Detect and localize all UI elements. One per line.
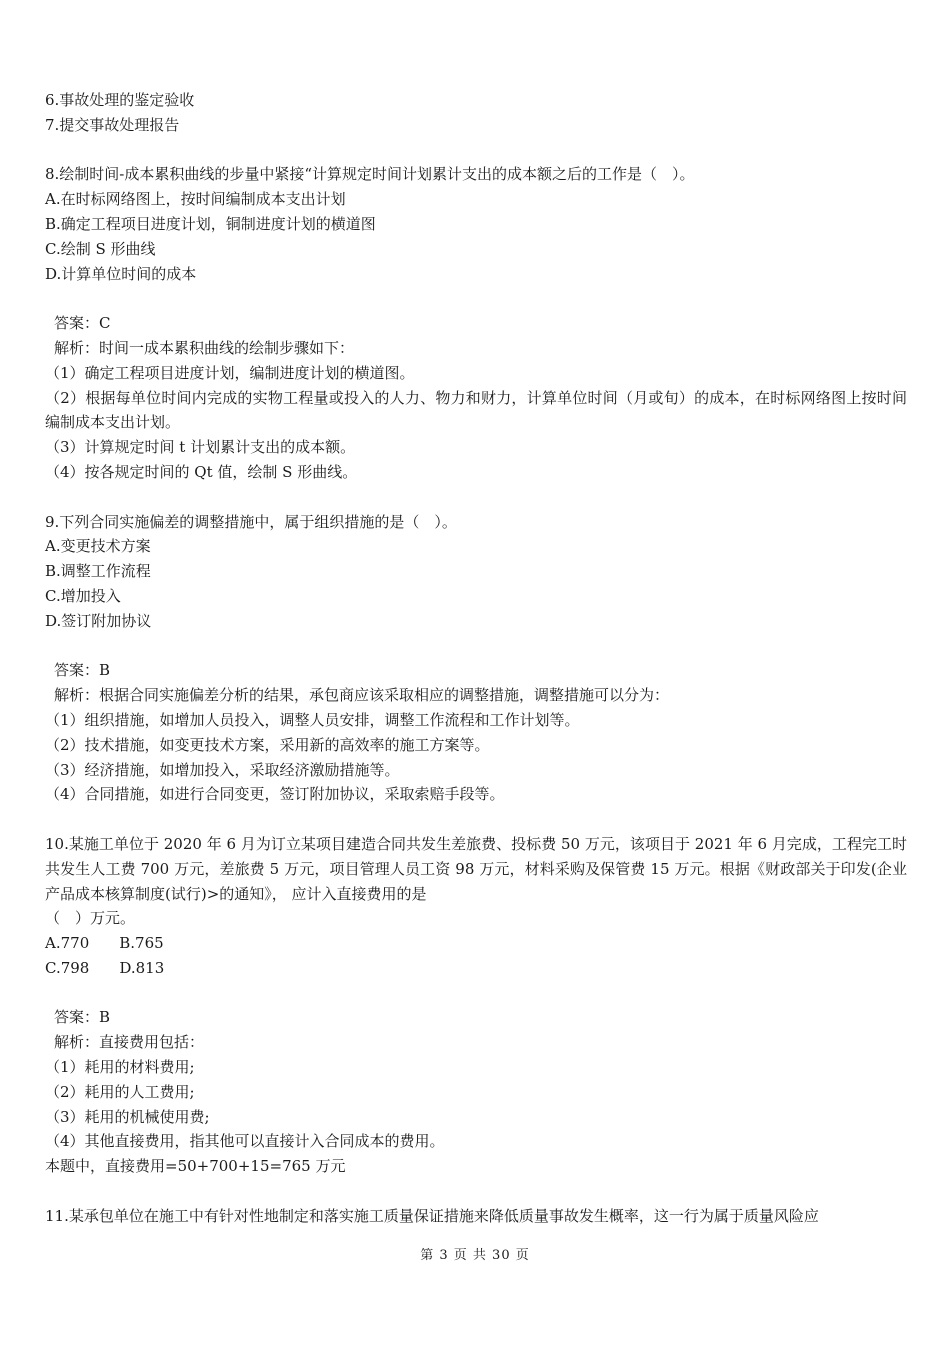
q9-analysis: 解析：根据合同实施偏差分析的结果，承包商应该采取相应的调整措施，调整措施可以分为：	[54, 686, 670, 705]
page-number-footer: 第 3 页 共 30 页	[420, 1248, 530, 1263]
q9-option-c: C.增加投入	[45, 586, 121, 605]
q9-answer: 答案：B	[54, 661, 111, 680]
q10-point-3: （3）耗用的机械使用费;	[45, 1107, 210, 1126]
q8-analysis: 解析：时间一成本累积曲线的绘制步骤如下：	[54, 338, 355, 357]
q9-point-2: （2）技术措施，如变更技术方案，采用新的高效率的施工方案等。	[45, 735, 490, 754]
q9-option-b: B.调整工作流程	[45, 562, 151, 581]
q10-question-tail: （ ）万元。	[45, 909, 136, 928]
q9-point-4: （4）合同措施，如进行合同变更，签订附加协议，采取索赔手段等。	[45, 785, 505, 804]
q8-point-2: （2）根据每单位时间内完成的实物工程量或投入的人力、物力和财力，计算单位时间（月或旬）的成本，在时标网络图上按时间编制成本支出计划。	[45, 388, 907, 432]
q9-question: 9.下列合同实施偏差的调整措施中，属于组织措施的是（ ）。	[45, 512, 457, 531]
q10-answer: 答案：B	[54, 1008, 111, 1027]
spacer	[45, 485, 907, 510]
q8-answer: 答案：C	[54, 314, 111, 333]
q10-point-4: （4）其他直接费用，指其他可以直接计入合同成本的费用。	[45, 1132, 445, 1151]
q11-question: 11.某承包单位在施工中有针对性地制定和落实施工质量保证措施来降低质量事故发生概率，这一行为属于质量风险应	[45, 1206, 819, 1225]
spacer	[45, 1179, 907, 1204]
spacer	[45, 807, 907, 832]
q10-options-row-1: A.770 B.765	[45, 934, 164, 953]
q8-option-a: A.在时标网络图上，按时间编制成本支出计划	[45, 190, 346, 209]
q9-option-d: D.签订附加协议	[45, 611, 152, 630]
q8-option-c: C.绘制 S 形曲线	[45, 239, 156, 258]
q8-option-d: D.计算单位时间的成本	[45, 264, 197, 283]
spacer	[45, 286, 907, 311]
prev-step-6: 6.事故处理的鉴定验收	[45, 91, 195, 109]
q10-question: 10.某施工单位于 2020 年 6 月为订立某项目建造合同共发生差旅费、投标费 50 万元，该项目于 2021 年 6 月完成，工程完工时共发生人工费 700 万元，差旅费 5 万元，项目管理人员工资 98 万元，材料采购及保管费 15 万元。根据《财政部关于印发(企业产品成本核算制度(试行)>的通知》， 应计入直接费用的是	[45, 834, 907, 903]
q10-analysis: 解析：直接费用包括：	[54, 1033, 205, 1052]
q8-point-1: （1）确定工程项目进度计划，编制进度计划的横道图。	[45, 363, 415, 382]
q10-options-row-2: C.798 D.813	[45, 958, 165, 977]
q9-option-a: A.变更技术方案	[45, 537, 151, 556]
q10-point-2: （2）耗用的人工费用;	[45, 1082, 195, 1101]
prev-step-7: 7.提交事故处理报告	[45, 115, 180, 134]
q8-question: 8.绘制时间-成本累积曲线的步量中紧接“计算规定时间计划累计支出的成本额之后的工作是（ ）。	[45, 165, 695, 184]
q9-point-1: （1）组织措施，如增加人员投入，调整人员安排，调整工作流程和工作计划等。	[45, 710, 580, 729]
q8-option-b: B.确定工程项目进度计划，铜制进度计划的横道图	[45, 214, 376, 233]
q10-conclusion: 本题中，直接费用=50+700+15=765 万元	[45, 1157, 346, 1176]
page-content	[45, 88, 907, 1229]
q10-point-1: （1）耗用的材料费用;	[45, 1058, 195, 1077]
q9-point-3: （3）经济措施，如增加投入，采取经济激励措施等。	[45, 760, 400, 779]
spacer	[45, 981, 907, 1006]
q8-point-4: （4）按各规定时间的 Qt 值，绘制 S 形曲线。	[45, 462, 358, 481]
q8-point-3: （3）计算规定时间 t 计划累计支出的成本额。	[45, 438, 356, 457]
spacer	[45, 138, 907, 163]
spacer	[45, 634, 907, 659]
